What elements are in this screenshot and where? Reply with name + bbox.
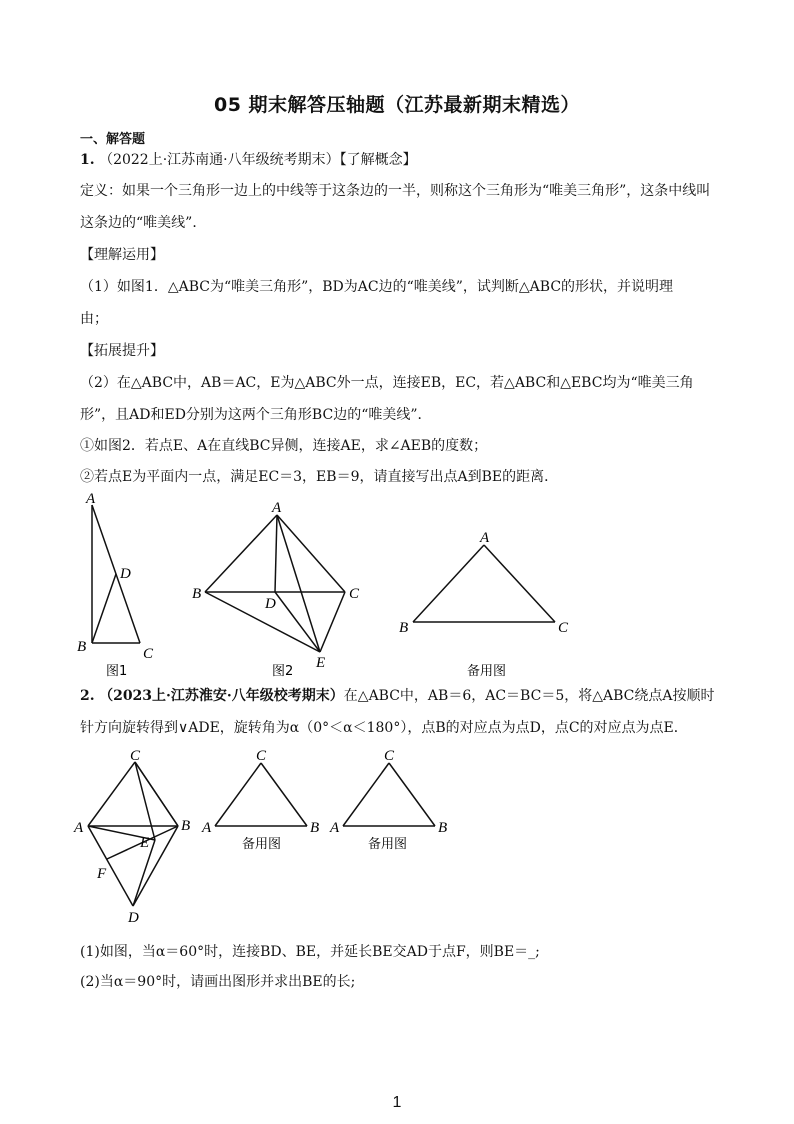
page-title: 05 期末解答压轴题（江苏最新期末精选）: [213, 94, 581, 116]
fig1-label-b: B: [77, 639, 87, 655]
q2-stem-line2: 针方向旋转得到∨ADE，旋转角为α（0°＜α＜180°），点B的对应点为点D，点C的对应点为点E．: [80, 720, 688, 736]
q1-part2-sub1: ①如图2．若点E、A在直线BC异侧，连接AE，求∠AEB的度数；: [80, 438, 488, 454]
q1-source: （2022上·江苏南通·八年级统考期末）【了解概念】: [99, 152, 417, 168]
q1-part2-line2: 形”，且AD和ED分别为这两个三角形BC边的“唯美线”．: [80, 407, 432, 423]
q2-fig-label-d: D: [128, 910, 139, 926]
q2-fig-ad: [88, 826, 133, 906]
q2-spare1-bc: [261, 763, 307, 826]
q2-fig-label-b: B: [181, 818, 191, 834]
q2-spare2-label-a: A: [330, 820, 340, 836]
q2-fig-label-f: F: [97, 866, 107, 882]
q2-fig-ce: [135, 762, 155, 840]
q2-part1: (1)如图，当α＝60°时，连接BD、BE，并延长BE交AD于点F，则BE＝_;: [80, 944, 540, 960]
q1-part1-line1: （1）如图1．△ABC为“唯美三角形”，BD为AC边的“唯美线”，试判断△ABC的形状，并说明理: [80, 279, 674, 295]
q2-spare2-ac: [343, 763, 389, 826]
fig3-label-a: A: [480, 530, 490, 546]
q2-part2: (2)当α＝90°时，请画出图形并求出BE的长;: [80, 974, 356, 990]
fig2-label-b: B: [192, 586, 202, 602]
q2-fig-cb2: [135, 762, 178, 826]
fig2-label-e: E: [316, 655, 326, 671]
q2-stem-line1: 在△ABC中，AB＝6，AC＝BC＝5，将△ABC绕点A按顺时: [343, 688, 715, 704]
q2-spare1-caption: 备用图: [242, 837, 282, 852]
page-number: 1: [392, 1094, 402, 1111]
fig1-label-c: C: [143, 646, 154, 662]
q1-extend-heading: 【拓展提升】: [80, 343, 164, 359]
q2-spare1-label-a: A: [202, 820, 212, 836]
q1-definition-line2: 这条边的“唯美线”．: [80, 215, 207, 231]
q1-part2-line1: （2）在△ABC中，AB＝AC，E为△ABC外一点，连接EB，EC，若△ABC和△EBC均为“唯美三角: [80, 375, 694, 391]
q2-spare2-bc: [389, 763, 435, 826]
q2-fig-label-a: A: [74, 820, 84, 836]
q2-spare2-label-b: B: [438, 820, 448, 836]
fig3-caption: 备用图: [467, 664, 507, 679]
fig2-label-a: A: [272, 500, 282, 516]
fig2-caption: 图2: [272, 664, 294, 679]
fig1-label-a: A: [86, 491, 96, 507]
q2-spare1-label-c: C: [256, 748, 267, 764]
fig3-label-b: B: [399, 620, 409, 636]
fig1-caption: 图1: [106, 664, 128, 679]
fig2-label-d: D: [265, 596, 276, 612]
q2-main-figure: [73, 748, 190, 926]
q2-fig-label-c: C: [130, 748, 141, 764]
q1-part2-sub2: ②若点E为平面内一点，满足EC＝3，EB＝9，请直接写出点A到BE的距离．: [80, 469, 559, 485]
q2-fig-ac: [88, 762, 135, 826]
q2-spare1-ac: [215, 763, 261, 826]
fig1-label-d: D: [120, 566, 131, 582]
q2-spare2-caption: 备用图: [368, 837, 408, 852]
q1-definition-line1: 定义：如果一个三角形一边上的中线等于这条边的一半，则称这个三角形为“唯美三角形”，这条中线叫: [80, 183, 711, 199]
q2-number: 2.: [80, 688, 95, 704]
section-heading: 一、解答题: [80, 132, 146, 147]
q2-spare-figure2: [329, 748, 447, 852]
q2-spare-figure1: [201, 748, 319, 852]
q1-understand-heading: 【理解运用】: [80, 247, 164, 263]
fig3-label-c: C: [558, 620, 569, 636]
q2-source: （2023上·江苏淮安·八年级校考期末）: [99, 688, 344, 704]
fig2-label-c: C: [349, 586, 360, 602]
q2-fig-label-e: E: [140, 835, 150, 851]
q1-part1-line2: 由；: [80, 311, 108, 327]
q2-spare1-label-b: B: [310, 820, 320, 836]
q2-spare2-label-c: C: [384, 748, 395, 764]
q1-number: 1.: [80, 152, 95, 168]
